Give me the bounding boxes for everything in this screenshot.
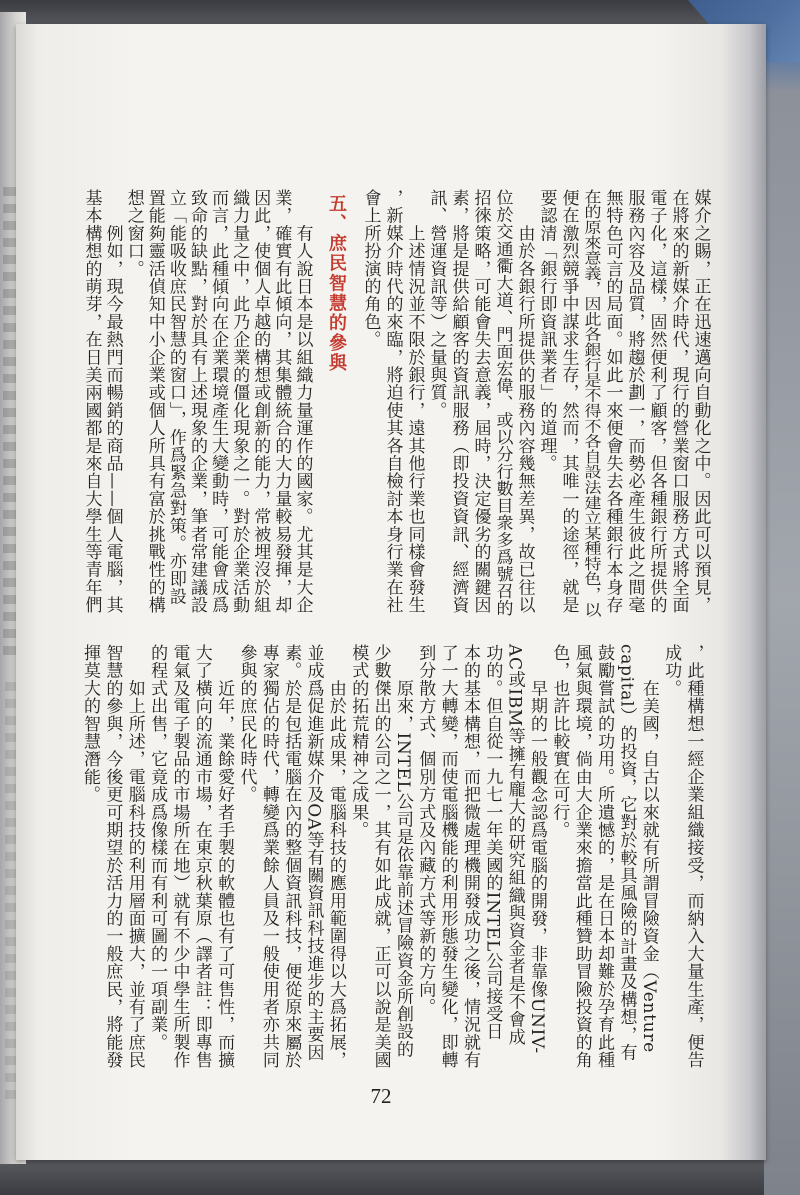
text-column: 本的基本構想，而把微處理機開發成功之後，情況就有 <box>460 644 480 1069</box>
page-number: 72 <box>370 1084 392 1108</box>
text-column: 功的。但自從一九七一年美國的INTEL公司接受日 <box>482 644 503 1041</box>
text-column: 會上所扮演的角色。 <box>360 189 381 349</box>
text-column: 想之窗口。 <box>123 189 144 278</box>
text-column: 在美國，自古以來就有所謂冒險資金（Venture <box>638 644 659 1053</box>
text-column: 風氣與環境，倘由大企業來擔當此種贊助冒險投資的角 <box>571 644 592 1069</box>
text-column: 織力量之中，此乃企業的僵化現象之一。對於企業活動 <box>229 189 250 614</box>
text-column: 例如，現今最熱門而暢銷的商品——個人電腦，其 <box>102 189 123 614</box>
text-column: 服務內容及品質，將趨於劃一，而勢必產生彼此之間毫 <box>624 189 645 614</box>
text-column: 在的原來意義，因此各銀行是不得不各自設法建立某種特色，以 <box>580 189 601 618</box>
text-column: 色，也許比較實在可行。 <box>549 644 570 839</box>
text-column: 模式的拓荒精神之成果。 <box>348 644 369 839</box>
text-column: 位於交通衢大道、門面宏偉、或以分行數目衆多爲號召的 <box>492 189 513 617</box>
text-column: 媒介之賜，正在迅速邁向自動化之中。因此可以預見， <box>690 189 711 614</box>
text-column: 大了橫向的流通市場，在東京秋葉原（譯者註：即專售 <box>191 644 212 1069</box>
text-column: 電氣及電子製品的市場所在地）就有不少中學生所製作 <box>169 644 190 1069</box>
text-column: 並成爲促進新媒介及OA等有關資訊科技進步的主要因 <box>303 644 324 1062</box>
text-column: 基本構想的萌芽，在日美兩國都是來自大學生等青年們 <box>81 189 102 614</box>
text-column: 立「能吸收庶民智慧的窗口」，作爲緊急對策。亦即設 <box>165 189 186 606</box>
text-column: AC或IBM等擁有龐大的研究組織與資金者是不會成 <box>504 644 525 1046</box>
text-column: ，新媒介時代的來臨，將迫使其各自檢討本身行業在社 <box>382 189 403 614</box>
text-column: 置能夠靈活偵知中小企業或個人所具有富於挑戰性的構 <box>144 189 165 614</box>
text-column: 由於此成果，電腦科技的應用範圍得以大爲拓展， <box>325 644 346 1069</box>
text-column: 參與的庶民化時代。 <box>236 644 257 804</box>
text-column: capital）的投資，它對於較具風險的計畫及構想，有 <box>616 644 637 1062</box>
text-column: 要認清「銀行即資訊業者」的道理。 <box>536 189 557 473</box>
text-column: 少數傑出的公司之一，其有如此成就，正可以說是美國 <box>370 644 391 1069</box>
text-column: 專家獨佔的時代，轉變爲業餘人員及一般使用者亦共同 <box>258 644 279 1069</box>
text-column: 電子化，這樣，固然便利了顧客，但各種銀行所提供的 <box>646 189 667 614</box>
text-column: 智慧的參與，今後更可期望於活力的一般庶民，將能發 <box>102 644 123 1069</box>
text-column: 有人說日本是以組織力量運作的國家。尤其是大企 <box>292 189 313 614</box>
text-column: 早期的一般觀念認爲電腦的開發，非靠像UNIV- <box>527 644 548 1054</box>
text-column: ，此種構想一經企業組織接受，而納入大量生產，便告 <box>683 644 704 1069</box>
text-column: 在將來的新媒介時代，現行的營業窗口服務方式將全面 <box>668 189 689 614</box>
text-column: 原來，INTEL公司是依靠前述冒險資金所創設的 <box>392 644 413 1059</box>
text-column: 便在激烈競爭中謀求生存，然而，其唯一的途徑，就是 <box>558 189 579 614</box>
text-column: 招徠策略，可能會失去意義，屆時，決定優劣的關鍵因 <box>470 189 491 614</box>
text-column: 訊、營運資訊等）之量與質。 <box>426 189 447 420</box>
text-column: 上述情況並不限於銀行，遠其他行業也同樣會發生 <box>404 189 425 614</box>
text-column: 成功。 <box>661 644 682 698</box>
text-column: 了一大轉變，而使電腦機能的利用形態發生變化，即轉 <box>437 644 458 1069</box>
text-column: 近年，業餘愛好者手製的軟體也有了可售性，而擴 <box>214 644 235 1069</box>
text-column: 因此，使個人卓越的構想或創新的能力，常被埋沒於組 <box>250 189 271 614</box>
text-column: 致命的缺點，對於具有上述現象的企業，筆者常建議設 <box>187 189 207 614</box>
text-column: 素。於是包括電腦在內的整個資訊科技，便從原來屬於 <box>281 644 302 1069</box>
text-column: 揮莫大的智慧潛能。 <box>80 644 101 804</box>
text-column: 如上所述，電腦科技的利用層面擴大，並有了庶民 <box>124 644 145 1069</box>
text-column: 由於各銀行所提供的服務內容幾無差異，故已往以 <box>514 189 535 614</box>
text-column: 到分散方式、個別方式及內藏方式等新的方向。 <box>415 644 436 1016</box>
text-column: 鼓勵嘗試的功用。所遺憾的，是在日本却難於孕育此種 <box>594 644 615 1069</box>
text-column: 的程式出售，它竟成爲像樣而有利可圖的一項副業。 <box>147 644 168 1052</box>
text-column: 業，確實有此傾向，其集體統合的大力量較易發揮，却 <box>271 189 292 614</box>
text-column: 而言，此種傾向在企業環境產生大變動時，可能會成爲 <box>208 189 229 614</box>
text-column: 素，將是提供給顧客的資訊服務（即投資資訊、經濟資 <box>448 189 469 614</box>
text-column: 無特色可言的局面。如此一來便會失去各種銀行本身存 <box>602 189 623 614</box>
section-heading: 五、庶民智慧的參與 <box>326 194 347 374</box>
